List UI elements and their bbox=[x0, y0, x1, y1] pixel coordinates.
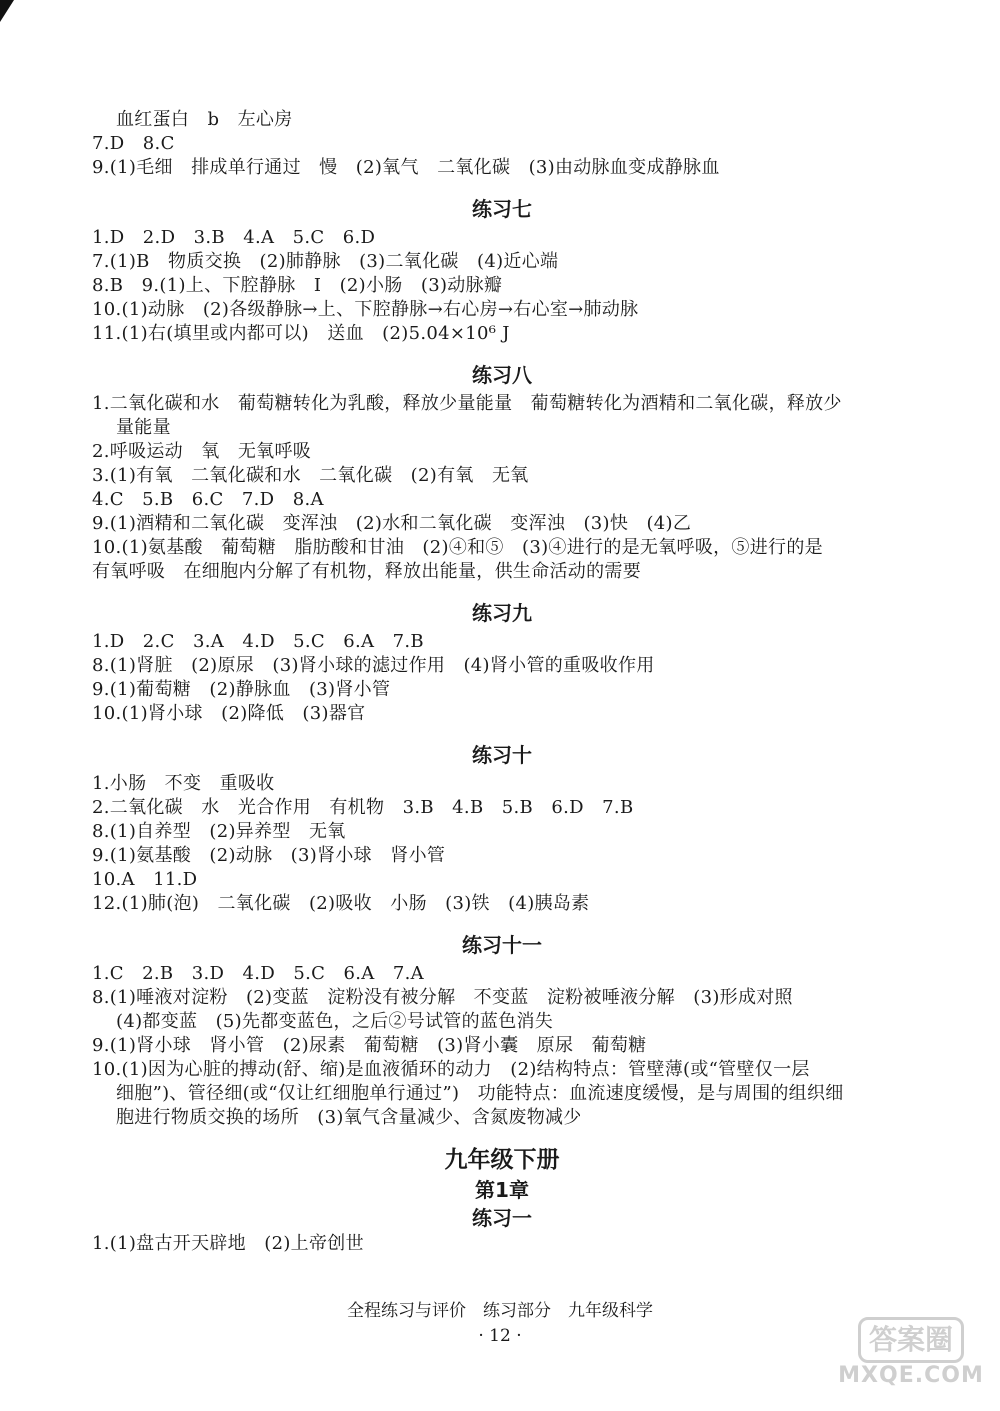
answer-line: 8.(1)肾脏 (2)原尿 (3)肾小球的滤过作用 (4)肾小管的重吸收作用 bbox=[92, 655, 655, 676]
answer-line: 4.C 5.B 6.C 7.D 8.A bbox=[92, 489, 324, 510]
section-heading: 练习十 bbox=[472, 743, 532, 767]
answer-line: (4)都变蓝 (5)先都变蓝色，之后②号试管的蓝色消失 bbox=[116, 1011, 554, 1032]
answer-line: 8.(1)唾液对淀粉 (2)变蓝 淀粉没有被分解 不变蓝 淀粉被唾液分解 (3)形成对照 bbox=[92, 987, 793, 1008]
answer-line: 细胞”)、管径细(或“仅让红细胞单行通过”) 功能特点：血流速度缓慢，是与周围的组织细 bbox=[116, 1083, 844, 1104]
answer-line: 7.(1)B 物质交换 (2)肺静脉 (3)二氧化碳 (4)近心端 bbox=[92, 251, 559, 272]
watermark-url: MXQE.COM bbox=[838, 1363, 984, 1388]
answer-line: 1.小肠 不变 重吸收 bbox=[92, 773, 275, 794]
watermark-badge: 答案圈 bbox=[858, 1317, 964, 1363]
answer-line: 8.(1)自养型 (2)异养型 无氧 bbox=[92, 821, 346, 842]
answer-line: 10.(1)肾小球 (2)降低 (3)器官 bbox=[92, 703, 366, 724]
answer-line: 2.呼吸运动 氧 无氧呼吸 bbox=[92, 441, 312, 462]
footer-book-title: 全程练习与评价 练习部分 九年级科学 bbox=[347, 1301, 653, 1321]
section-exercise-8 bbox=[92, 360, 912, 584]
answer-line: 9.(1)葡萄糖 (2)静脉血 (3)肾小管 bbox=[92, 679, 391, 700]
section-heading: 练习八 bbox=[472, 363, 532, 387]
answer-line: 9.(1)氨基酸 (2)动脉 (3)肾小球 肾小管 bbox=[92, 845, 446, 866]
top-lines bbox=[92, 108, 912, 180]
site-watermark bbox=[836, 1317, 986, 1397]
answer-line: 9.(1)毛细 排成单行通过 慢 (2)氧气 二氧化碳 (3)由动脉血变成静脉血 bbox=[92, 157, 720, 178]
answer-line: 9.(1)酒精和二氧化碳 变浑浊 (2)水和二氧化碳 变浑浊 (3)快 (4)乙 bbox=[92, 513, 692, 534]
answer-line: 3.(1)有氧 二氧化碳和水 二氧化碳 (2)有氧 无氧 bbox=[92, 465, 529, 486]
answer-line: 有氧呼吸 在细胞内分解了有机物，释放出能量，供生命活动的需要 bbox=[92, 561, 641, 582]
section-exercise-10 bbox=[92, 740, 912, 916]
answer-line: 10.(1)动脉 (2)各级静脉→上、下腔静脉→右心房→右心室→肺动脉 bbox=[92, 299, 639, 320]
section-exercise-7 bbox=[92, 194, 912, 346]
answer-line: 1.C 2.B 3.D 4.D 5.C 6.A 7.A bbox=[92, 963, 424, 984]
answer-line: 12.(1)肺(泡) 二氧化碳 (2)吸收 小肠 (3)铁 (4)胰岛素 bbox=[92, 893, 590, 914]
answer-line: 1.D 2.C 3.A 4.D 5.C 6.A 7.B bbox=[92, 631, 424, 652]
section-heading: 练习七 bbox=[472, 197, 532, 221]
section-exercise-11 bbox=[92, 930, 912, 1130]
answer-line: 9.(1)肾小球 肾小管 (2)尿素 葡萄糖 (3)肾小囊 原尿 葡萄糖 bbox=[92, 1035, 647, 1056]
answer-line: 10.(1)因为心脏的搏动(舒、缩)是血液循环的动力 (2)结构特点：管壁薄(或“管壁仅一层 bbox=[92, 1059, 810, 1080]
answer-line: 7.D 8.C bbox=[92, 133, 175, 154]
answer-line: 2.二氧化碳 水 光合作用 有机物 3.B 4.B 5.B 6.D 7.B bbox=[92, 797, 634, 818]
answer-line: 10.A 11.D bbox=[92, 869, 198, 890]
page-corner-mark bbox=[0, 0, 14, 22]
section-heading: 练习一 bbox=[472, 1206, 532, 1230]
answer-line: 量能量 bbox=[116, 417, 171, 438]
answer-page-content bbox=[92, 108, 912, 1256]
section-heading: 练习十一 bbox=[462, 933, 542, 957]
chapter-title: 第1章 bbox=[475, 1178, 529, 1202]
section-heading: 练习九 bbox=[472, 601, 532, 625]
answer-line: 血红蛋白 b 左心房 bbox=[116, 109, 293, 130]
part-title: 九年级下册 bbox=[444, 1147, 560, 1173]
answer-line: 8.B 9.(1)上、下腔静脉 I (2)小肠 (3)动脉瓣 bbox=[92, 275, 503, 296]
answer-line: 10.(1)氨基酸 葡萄糖 脂肪酸和甘油 (2)④和⑤ (3)④进行的是无氧呼吸，⑤进行的是 bbox=[92, 537, 823, 558]
answer-line: 1.二氧化碳和水 葡萄糖转化为乳酸，释放少量能量 葡萄糖转化为酒精和二氧化碳，释放少 bbox=[92, 393, 842, 414]
answer-line: 1.(1)盘古开天辟地 (2)上帝创世 bbox=[92, 1233, 364, 1254]
page-number: · 12 · bbox=[478, 1326, 522, 1346]
answer-line: 胞进行物质交换的场所 (3)氧气含量减少、含氮废物减少 bbox=[116, 1107, 582, 1128]
answer-line: 1.D 2.D 3.B 4.A 5.C 6.D bbox=[92, 227, 376, 248]
answer-line: 11.(1)右(填里或内都可以) 送血 (2)5.04×10⁶ J bbox=[92, 323, 510, 344]
section-exercise-9 bbox=[92, 598, 912, 726]
